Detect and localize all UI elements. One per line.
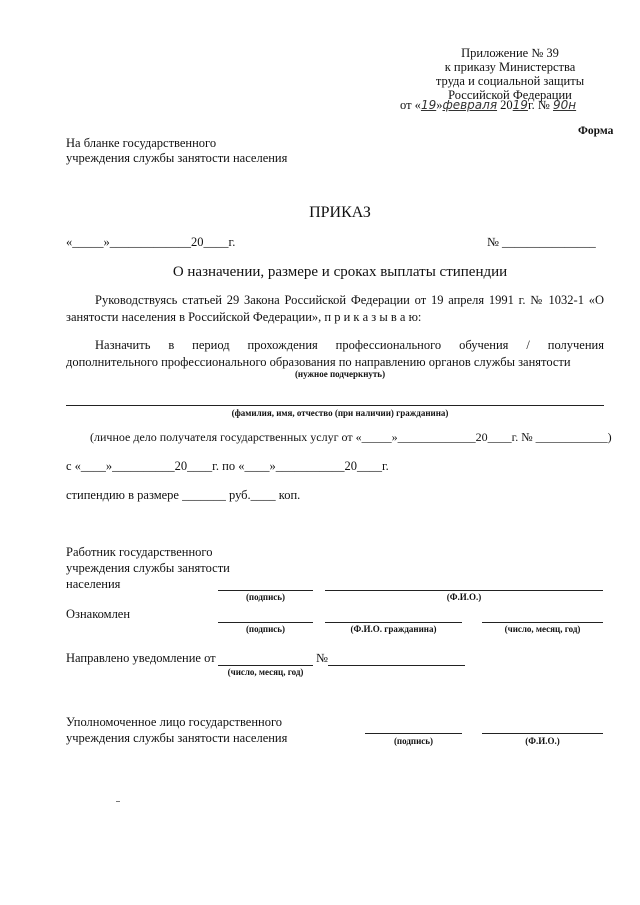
preamble-line: занятости населения в Российской Федерации», п р и к а з ы в а ю: [66,310,422,324]
worker-label: учреждения службы занятости [66,561,230,575]
appendix-line: Российской Федерации [448,88,572,102]
appendix-date [400,98,576,112]
amount: стипендию в размере _______ руб.____ коп. [66,488,301,502]
assign-paragraph [66,337,604,371]
form-label: Форма [578,125,614,137]
year-prefix: 20 [497,98,513,112]
worker-label: населения [66,577,121,591]
authorized-signature-line[interactable] [365,733,462,734]
appendix-line: Приложение № 39 [461,46,559,60]
date-prefix: от « [400,98,421,112]
notice-label: Направлено уведомление от [66,651,216,665]
notice-date-line[interactable] [218,665,313,666]
order-date: «_____»_____________20____г. [66,235,236,249]
worker-fio-line[interactable] [325,590,603,591]
period: с «____»__________20____г. по «____»___________20____г. [66,459,389,473]
appendix-line: к приказу Министерства [444,60,576,74]
acquainted-fio-line[interactable] [325,622,462,623]
handwritten-number: 90н [552,98,577,112]
authorized-label: учреждения службы занятости населения [66,731,288,745]
handwritten-day: 19 [420,98,437,112]
citizen-caption: (фамилия, имя, отчество (при наличии) гражданина) [231,408,449,418]
citizen-fio-caption: (Ф.И.О. гражданина) [350,624,437,634]
underline-hint: (нужное подчеркнуть) [294,369,386,379]
notice-number-line[interactable] [328,665,465,666]
letterhead-line: На бланке государственного [66,136,217,150]
order-subject: О назначении, размере и сроках выплаты стипендии [172,264,508,280]
scan-mark [116,801,120,802]
letterhead-line: учреждения службы занятости населения [66,151,288,165]
assign-line: дополнительного профессионального образования по направлению органов службы занятости [66,355,571,369]
page-title: ПРИКАЗ [309,204,371,221]
worker-signature-line[interactable] [218,590,313,591]
number-prefix: г. № [527,98,553,112]
worker-label: Работник государственного [66,545,213,559]
sign-caption: (подпись) [393,736,434,746]
handwritten-year: 19 [512,98,528,112]
date-caption: (число, месяц, год) [227,667,304,677]
preamble [66,292,604,326]
date-caption: (число, месяц, год) [504,624,581,634]
acquainted-signature-line[interactable] [218,622,313,623]
assign-line: Назначить в период прохождения профессионального обучения / получения [95,338,604,352]
notice-number-sign: № [316,651,328,665]
sign-caption: (подпись) [245,592,286,602]
fio-caption: (Ф.И.О.) [525,736,560,746]
handwritten-month: февраля [442,98,498,112]
authorized-fio-line[interactable] [482,733,603,734]
personal-file: (личное дело получателя государственных услуг от «_____»_____________20____г. № ____________) [90,430,612,444]
order-number: № _______________ [487,235,596,249]
fio-caption: (Ф.И.О.) [446,592,482,602]
sign-caption: (подпись) [245,624,286,634]
citizen-name-line[interactable] [66,405,604,406]
date-mid: » [436,98,443,112]
acquainted-label: Ознакомлен [66,607,131,621]
acquainted-date-line[interactable] [482,622,603,623]
authorized-label: Уполномоченное лицо государственного [66,715,283,729]
preamble-line: Руководствуясь статьей 29 Закона Российской Федерации от 19 апреля 1991 г. № 1032-1 «О [95,293,604,307]
appendix-line: труда и социальной защиты [435,74,585,88]
